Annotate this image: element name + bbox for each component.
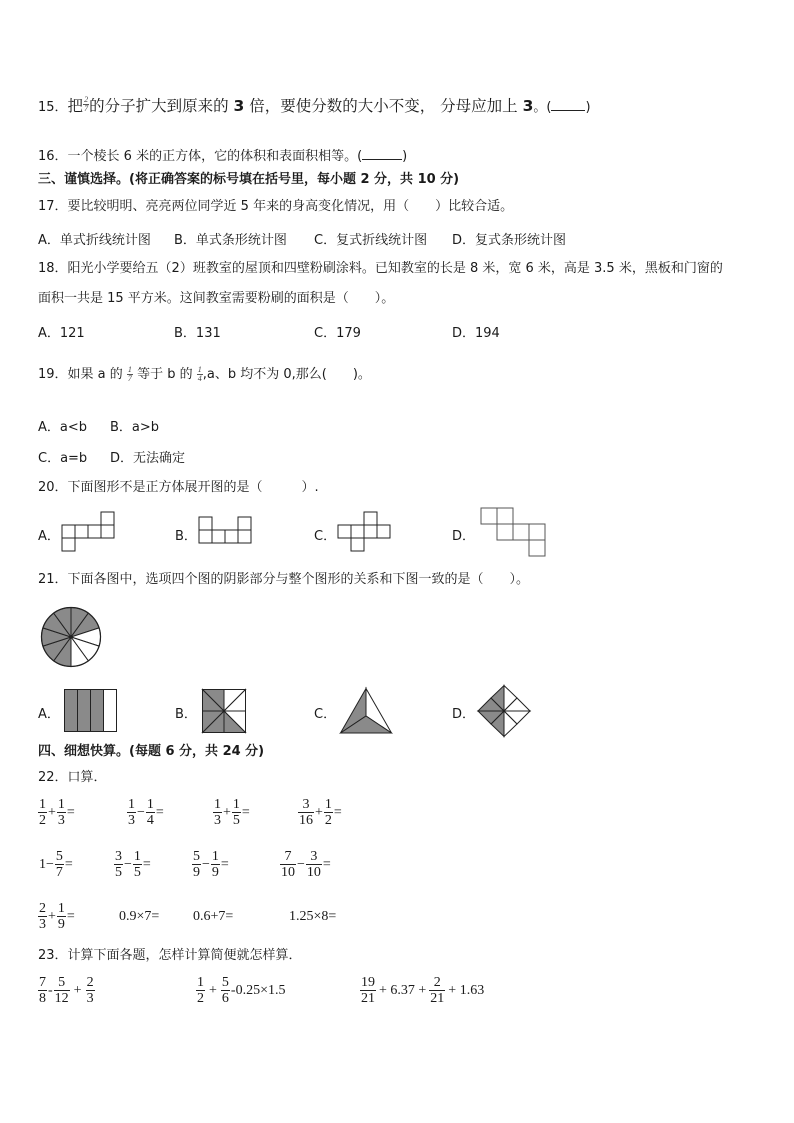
q22-r2-e1[interactable]: 1− $\frac{5}{7}$ = xyxy=(39,849,73,880)
q19-fraction-1: $\frac{1}{7}$ xyxy=(127,365,132,383)
q18-option-c[interactable]: C．179 xyxy=(314,326,361,341)
question-15: 15．把 $\frac{2}{7}$ 的分子扩大到原来的 3 倍，要使分数的大小不变， 分母应加上 3。( ) xyxy=(38,95,591,115)
q21-figure-b[interactable] xyxy=(202,689,246,733)
q17-option-a[interactable]: A．单式折线统计图 xyxy=(38,233,151,248)
question-23-title: 23．计算下面各题，怎样计算简便就怎样算． xyxy=(38,948,302,963)
q20-net-d[interactable] xyxy=(481,508,547,558)
q22-r3-e3[interactable]: 0.6+7= xyxy=(193,909,234,924)
question-17-text: 17．要比较明明、亮亮两位同学近 5 年来的身高变化情况，用（ ）比较合适。 xyxy=(38,199,514,214)
q19-option-b[interactable]: B．a>b xyxy=(110,420,160,435)
q21-figure-c[interactable] xyxy=(340,688,392,734)
q21-label-b: B． xyxy=(175,707,197,722)
q15-number: 15． xyxy=(38,100,68,115)
q17-option-c[interactable]: C．复式折线统计图 xyxy=(314,233,428,248)
section-4-title: 四、细想快算。(每题 6 分，共 24 分) xyxy=(38,744,265,759)
question-19: 19．如果 a 的 $\frac{1}{7}$ 等于 b 的 $\frac{1}{4}$ ,a、b 均不为 0,那么( )。 xyxy=(38,365,371,383)
q19-option-d[interactable]: D．无法确定 xyxy=(110,451,186,466)
q20-label-c: C． xyxy=(314,529,337,544)
q15-answer-blank[interactable] xyxy=(551,96,585,111)
q20-net-a[interactable] xyxy=(62,512,116,552)
q20-net-b[interactable] xyxy=(199,517,253,549)
q18-option-d[interactable]: D．194 xyxy=(452,326,500,341)
q21-figure-a[interactable] xyxy=(64,689,118,733)
q22-r1-e3[interactable]: $\frac{1}{3}$ + $\frac{1}{5}$ = xyxy=(214,797,250,828)
q20-label-d: D． xyxy=(452,529,476,544)
q23-expression-2[interactable]: $\frac{1}{2}$ + $\frac{5}{6}$ -0.25×1.5 xyxy=(197,975,286,1006)
q21-label-c: C． xyxy=(314,707,337,722)
q22-r2-e2[interactable]: $\frac{3}{5}$ − $\frac{1}{5}$ = xyxy=(115,849,151,880)
q21-label-d: D． xyxy=(452,707,476,722)
q22-r1-e4[interactable]: $\frac{3}{16}$ + $\frac{1}{2}$ = xyxy=(299,797,342,828)
q16-answer-blank[interactable] xyxy=(362,146,402,160)
q19-option-c[interactable]: C．a=b xyxy=(38,451,88,466)
q22-r2-e3[interactable]: $\frac{5}{9}$ − $\frac{1}{9}$ = xyxy=(193,849,229,880)
question-18-line1: 18．阳光小学要给五（2）班教室的屋顶和四壁粉刷涂料。已知教室的长是 8 米，宽 6 米，高是 3.5 米，黑板和门窗的 xyxy=(38,261,723,276)
question-16: 16．一个棱长 6 米的正方体，它的体积和表面积相等。( ) xyxy=(38,146,407,166)
q21-figure-d[interactable] xyxy=(477,685,531,737)
q22-r3-e2[interactable]: 0.9×7= xyxy=(119,909,160,924)
q22-r3-e1[interactable]: $\frac{2}{3}$ + $\frac{1}{9}$ = xyxy=(39,901,75,932)
q15-fraction: $\frac{2}{7}$ xyxy=(84,95,89,113)
q18-option-a[interactable]: A．121 xyxy=(38,326,85,341)
section-3-title: 三、谨慎选择。(将正确答案的标号填在括号里，每小题 2 分，共 10 分) xyxy=(38,172,460,187)
question-20-text: 20．下面图形不是正方体展开图的是（ ）. xyxy=(38,480,319,495)
q17-option-d[interactable]: D．复式条形统计图 xyxy=(452,233,567,248)
q19-fraction-2: $\frac{1}{4}$ xyxy=(197,365,202,383)
q21-reference-circle xyxy=(40,606,102,668)
q22-r1-e2[interactable]: $\frac{1}{3}$ − $\frac{1}{4}$ = xyxy=(128,797,164,828)
question-21-text: 21．下面各图中，选项四个图的阴影部分与整个图形的关系和下图一致的是（ ）。 xyxy=(38,572,530,587)
q20-net-c[interactable] xyxy=(338,512,392,552)
q18-option-b[interactable]: B．131 xyxy=(174,326,221,341)
question-18-line2: 面积一共是 15 平方米。这间教室需要粉刷的面积是（ ）。 xyxy=(38,291,395,306)
q17-option-b[interactable]: B．单式条形统计图 xyxy=(174,233,287,248)
question-22-title: 22．口算． xyxy=(38,770,107,785)
q21-label-a: A． xyxy=(38,707,60,722)
q23-expression-3[interactable]: $\frac{19}{21}$ + 6.37 + $\frac{2}{21}$ + 1.63 xyxy=(361,975,485,1006)
q22-r1-e1[interactable]: $\frac{1}{2}$ + $\frac{1}{3}$ = xyxy=(39,797,75,828)
q22-r3-e4[interactable]: 1.25×8= xyxy=(289,909,337,924)
q22-r2-e4[interactable]: $\frac{7}{10}$ − $\frac{3}{10}$ = xyxy=(281,849,331,880)
q20-label-b: B． xyxy=(175,529,197,544)
q19-option-a[interactable]: A．a<b xyxy=(38,420,88,435)
q23-expression-1[interactable]: $\frac{7}{8}$ - $\frac{5}{12}$ + $\frac{2}{3}$ xyxy=(39,975,94,1006)
q20-label-a: A． xyxy=(38,529,60,544)
